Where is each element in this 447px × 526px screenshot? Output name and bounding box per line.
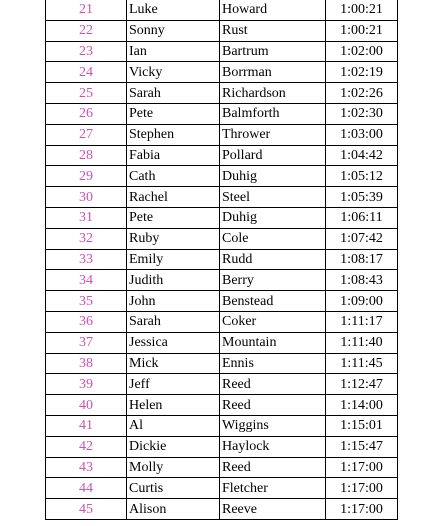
table-row bbox=[46, 187, 398, 208]
first-name-cell: Dickie bbox=[127, 436, 220, 457]
first-name-cell: Al bbox=[127, 415, 220, 436]
position-cell: 28 bbox=[46, 145, 127, 166]
last-name-cell: Benstead bbox=[220, 291, 326, 312]
finish-time-cell: 1:17:00 bbox=[326, 478, 398, 499]
table-row bbox=[46, 374, 398, 395]
table-row bbox=[46, 166, 398, 187]
finish-time-cell: 1:02:19 bbox=[326, 62, 398, 83]
position-cell: 41 bbox=[46, 415, 127, 436]
finish-time-cell: 1:11:17 bbox=[326, 311, 398, 332]
position-cell: 24 bbox=[46, 62, 127, 83]
position-cell: 21 bbox=[46, 0, 127, 20]
first-name-cell: Cath bbox=[127, 166, 220, 187]
position-cell: 27 bbox=[46, 124, 127, 145]
first-name-cell: Fabia bbox=[127, 145, 220, 166]
position-cell: 37 bbox=[46, 332, 127, 353]
first-name-cell: Judith bbox=[127, 270, 220, 291]
first-name-cell: Sonny bbox=[127, 20, 220, 41]
position-cell: 25 bbox=[46, 83, 127, 104]
last-name-cell: Coker bbox=[220, 311, 326, 332]
last-name-cell: Haylock bbox=[220, 436, 326, 457]
position-cell: 29 bbox=[46, 166, 127, 187]
finish-time-cell: 1:11:45 bbox=[326, 353, 398, 374]
first-name-cell: Rachel bbox=[127, 187, 220, 208]
first-name-cell: Luke bbox=[127, 0, 220, 20]
finish-time-cell: 1:15:01 bbox=[326, 415, 398, 436]
last-name-cell: Reeve bbox=[220, 499, 326, 520]
position-cell: 34 bbox=[46, 270, 127, 291]
first-name-cell: Curtis bbox=[127, 478, 220, 499]
table-row bbox=[46, 395, 398, 416]
first-name-cell: Stephen bbox=[127, 124, 220, 145]
first-name-cell: Emily bbox=[127, 249, 220, 270]
first-name-cell: Mick bbox=[127, 353, 220, 374]
table-row bbox=[46, 0, 398, 20]
position-cell: 30 bbox=[46, 187, 127, 208]
first-name-cell: Vicky bbox=[127, 62, 220, 83]
finish-time-cell: 1:14:00 bbox=[326, 395, 398, 416]
table-row bbox=[46, 478, 398, 499]
last-name-cell: Wiggins bbox=[220, 415, 326, 436]
last-name-cell: Berry bbox=[220, 270, 326, 291]
position-cell: 42 bbox=[46, 436, 127, 457]
position-cell: 26 bbox=[46, 103, 127, 124]
table-row bbox=[46, 436, 398, 457]
table-row bbox=[46, 103, 398, 124]
position-cell: 33 bbox=[46, 249, 127, 270]
table-row bbox=[46, 457, 398, 478]
table-row bbox=[46, 353, 398, 374]
table-row bbox=[46, 270, 398, 291]
finish-time-cell: 1:12:47 bbox=[326, 374, 398, 395]
position-cell: 40 bbox=[46, 395, 127, 416]
table-row bbox=[46, 83, 398, 104]
finish-time-cell: 1:00:21 bbox=[326, 0, 398, 20]
last-name-cell: Thrower bbox=[220, 124, 326, 145]
table-row bbox=[46, 41, 398, 62]
first-name-cell: Pete bbox=[127, 207, 220, 228]
position-cell: 32 bbox=[46, 228, 127, 249]
table-row bbox=[46, 207, 398, 228]
last-name-cell: Fletcher bbox=[220, 478, 326, 499]
last-name-cell: Balmforth bbox=[220, 103, 326, 124]
last-name-cell: Duhig bbox=[220, 166, 326, 187]
table-row bbox=[46, 62, 398, 83]
finish-time-cell: 1:02:30 bbox=[326, 103, 398, 124]
position-cell: 22 bbox=[46, 20, 127, 41]
first-name-cell: Pete bbox=[127, 103, 220, 124]
first-name-cell: Jessica bbox=[127, 332, 220, 353]
finish-time-cell: 1:17:00 bbox=[326, 457, 398, 478]
position-cell: 36 bbox=[46, 311, 127, 332]
table-row bbox=[46, 228, 398, 249]
last-name-cell: Pollard bbox=[220, 145, 326, 166]
last-name-cell: Steel bbox=[220, 187, 326, 208]
finish-time-cell: 1:02:00 bbox=[326, 41, 398, 62]
finish-time-cell: 1:07:42 bbox=[326, 228, 398, 249]
finish-time-cell: 1:17:00 bbox=[326, 499, 398, 520]
last-name-cell: Duhig bbox=[220, 207, 326, 228]
first-name-cell: Sarah bbox=[127, 83, 220, 104]
table-row bbox=[46, 311, 398, 332]
finish-time-cell: 1:05:12 bbox=[326, 166, 398, 187]
table-row bbox=[46, 415, 398, 436]
finish-time-cell: 1:08:17 bbox=[326, 249, 398, 270]
position-cell: 35 bbox=[46, 291, 127, 312]
position-cell: 38 bbox=[46, 353, 127, 374]
first-name-cell: Helen bbox=[127, 395, 220, 416]
finish-time-cell: 1:09:00 bbox=[326, 291, 398, 312]
finish-time-cell: 1:05:39 bbox=[326, 187, 398, 208]
position-cell: 43 bbox=[46, 457, 127, 478]
finish-time-cell: 1:06:11 bbox=[326, 207, 398, 228]
last-name-cell: Rust bbox=[220, 20, 326, 41]
results-table bbox=[45, 0, 398, 520]
last-name-cell: Mountain bbox=[220, 332, 326, 353]
table-row bbox=[46, 249, 398, 270]
position-cell: 45 bbox=[46, 499, 127, 520]
first-name-cell: Alison bbox=[127, 499, 220, 520]
finish-time-cell: 1:08:43 bbox=[326, 270, 398, 291]
position-cell: 44 bbox=[46, 478, 127, 499]
last-name-cell: Howard bbox=[220, 0, 326, 20]
last-name-cell: Bartrum bbox=[220, 41, 326, 62]
position-cell: 31 bbox=[46, 207, 127, 228]
first-name-cell: Molly bbox=[127, 457, 220, 478]
table-row bbox=[46, 291, 398, 312]
finish-time-cell: 1:02:26 bbox=[326, 83, 398, 104]
table-row bbox=[46, 124, 398, 145]
position-cell: 23 bbox=[46, 41, 127, 62]
first-name-cell: Jeff bbox=[127, 374, 220, 395]
last-name-cell: Reed bbox=[220, 457, 326, 478]
results-table-body bbox=[46, 0, 398, 519]
first-name-cell: Ian bbox=[127, 41, 220, 62]
first-name-cell: John bbox=[127, 291, 220, 312]
finish-time-cell: 1:11:40 bbox=[326, 332, 398, 353]
table-row bbox=[46, 499, 398, 520]
last-name-cell: Reed bbox=[220, 374, 326, 395]
finish-time-cell: 1:00:21 bbox=[326, 20, 398, 41]
first-name-cell: Ruby bbox=[127, 228, 220, 249]
table-row bbox=[46, 332, 398, 353]
last-name-cell: Richardson bbox=[220, 83, 326, 104]
first-name-cell: Sarah bbox=[127, 311, 220, 332]
last-name-cell: Reed bbox=[220, 395, 326, 416]
last-name-cell: Cole bbox=[220, 228, 326, 249]
table-row bbox=[46, 20, 398, 41]
last-name-cell: Rudd bbox=[220, 249, 326, 270]
last-name-cell: Ennis bbox=[220, 353, 326, 374]
finish-time-cell: 1:04:42 bbox=[326, 145, 398, 166]
position-cell: 39 bbox=[46, 374, 127, 395]
table-row bbox=[46, 145, 398, 166]
last-name-cell: Borrman bbox=[220, 62, 326, 83]
finish-time-cell: 1:15:47 bbox=[326, 436, 398, 457]
finish-time-cell: 1:03:00 bbox=[326, 124, 398, 145]
